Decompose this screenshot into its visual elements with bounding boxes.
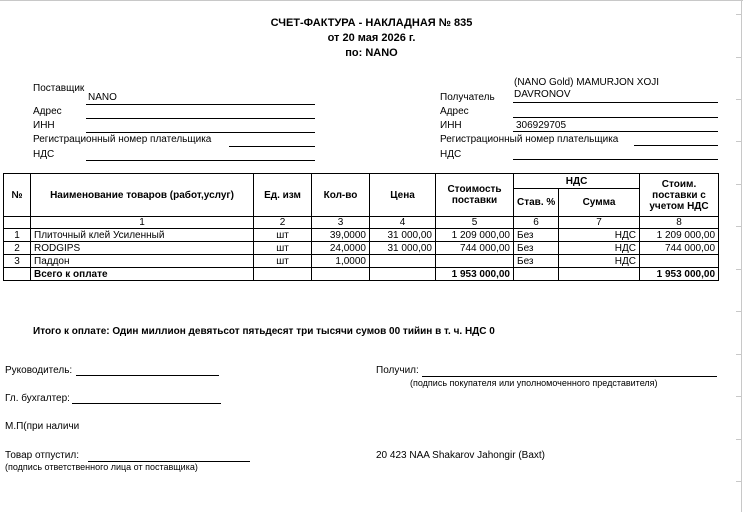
released-label: Товар отпустил:: [5, 450, 79, 461]
row-tick: [736, 14, 741, 15]
accountant-signature-line: [72, 403, 221, 404]
supplier-inn-line: [86, 132, 315, 133]
header-qty: Кол-во: [312, 174, 370, 217]
row-vat-sum: НДС: [559, 255, 640, 268]
stamp-label: М.П(при наличи: [5, 421, 80, 432]
header-cost: Стоимость поставки: [436, 174, 514, 217]
row-total: [640, 255, 719, 268]
row-tick: [736, 439, 741, 440]
supplier-inn-label: ИНН: [33, 120, 55, 131]
row-vat-rate: Без: [514, 229, 559, 242]
header-price: Цена: [370, 174, 436, 217]
recipient-name-line2: DAVRONOV: [514, 89, 571, 100]
total-cost: 1 953 000,00: [436, 268, 514, 281]
row-tick: [736, 481, 741, 482]
recipient-label: Получатель: [440, 92, 495, 103]
row-unit: шт: [254, 229, 312, 242]
col-number: 3: [312, 217, 370, 229]
row-qty: 39,0000: [312, 229, 370, 242]
row-vat-sum: НДС: [559, 229, 640, 242]
header-name: Наименование товаров (работ,услуг): [31, 174, 254, 217]
row-unit: шт: [254, 255, 312, 268]
header-total: Стоим. поставки с учетом НДС: [640, 174, 719, 217]
row-total: 744 000,00: [640, 242, 719, 255]
row-tick: [736, 354, 741, 355]
col-number: 8: [640, 217, 719, 229]
header-vat-rate: Став. %: [514, 189, 559, 217]
sheet-right-edge: [741, 0, 742, 512]
director-signature-line: [76, 375, 219, 376]
recipient-name-line: [513, 102, 718, 103]
invoice-title: СЧЕТ-ФАКТУРА - НАКЛАДНАЯ № 835: [270, 17, 473, 29]
total-label: Всего к оплате: [31, 268, 254, 281]
received-label: Получил:: [376, 365, 419, 376]
row-tick: [736, 184, 741, 185]
recipient-reg-line: [634, 145, 718, 146]
supplier-reg-label: Регистрационный номер плательщика: [33, 134, 212, 145]
row-num: 1: [4, 229, 31, 242]
row-unit: шт: [254, 242, 312, 255]
col-number: 6: [514, 217, 559, 229]
header-vat-sum: Сумма: [559, 189, 640, 217]
header-vat: НДС: [514, 174, 640, 189]
row-cost: 744 000,00: [436, 242, 514, 255]
col-number: 2: [254, 217, 312, 229]
row-qty: 1,0000: [312, 255, 370, 268]
row-name: RODGIPS: [31, 242, 254, 255]
recipient-reg-label: Регистрационный номер плательщика: [440, 134, 619, 145]
row-tick: [736, 269, 741, 270]
recipient-address-label: Адрес: [440, 106, 469, 117]
recipient-name-line1: (NANO Gold) MAMURJON XOJI: [514, 77, 660, 88]
col-number: 1: [31, 217, 254, 229]
driver-info: 20 423 NAA Shakarov Jahongir (Baxt): [376, 450, 545, 461]
supplier-label: Поставщик: [33, 83, 85, 94]
col-number: 7: [559, 217, 640, 229]
row-vat-rate: Без: [514, 255, 559, 268]
recipient-vat-label: НДС: [440, 149, 462, 160]
row-name: Плиточный клей Усиленный: [31, 229, 254, 242]
goods-table: [3, 173, 719, 281]
amount-in-words: Итого к оплате: Один миллион девятьсот пятьдесят три тысячи сумов 00 тийин в т. ч. НДС 0: [33, 326, 495, 337]
row-name: Паддон: [31, 255, 254, 268]
director-label: Руководитель:: [5, 365, 73, 376]
total-with-vat: 1 953 000,00: [640, 268, 719, 281]
header-unit: Ед. изм: [254, 174, 312, 217]
supplier-reg-line: [229, 146, 315, 147]
recipient-inn-label: ИНН: [440, 120, 462, 131]
row-tick: [736, 141, 741, 142]
row-price: [370, 255, 436, 268]
accountant-label: Гл. бухгалтер:: [5, 393, 70, 404]
row-cost: 1 209 000,00: [436, 229, 514, 242]
received-note: (подпись покупателя или уполномоченного представителя): [410, 378, 658, 388]
column-number-row: [4, 217, 719, 229]
row-tick: [736, 99, 741, 100]
supplier-vat-label: НДС: [33, 149, 55, 160]
row-num: 3: [4, 255, 31, 268]
row-tick: [736, 226, 741, 227]
table-header-row: [4, 174, 719, 189]
row-num: 2: [4, 242, 31, 255]
invoice-contract: по: NANO: [345, 47, 398, 59]
supplier-address-line: [86, 118, 315, 119]
header-num: №: [4, 174, 31, 217]
row-vat-sum: НДС: [559, 242, 640, 255]
received-signature-line: [422, 376, 717, 377]
supplier-name-line: [86, 104, 315, 105]
recipient-address-line: [513, 117, 718, 118]
row-tick: [736, 311, 741, 312]
row-tick: [736, 396, 741, 397]
row-cost: [436, 255, 514, 268]
recipient-vat-line: [513, 159, 718, 160]
row-vat-rate: Без: [514, 242, 559, 255]
row-price: 31 000,00: [370, 229, 436, 242]
supplier-address-label: Адрес: [33, 106, 62, 117]
invoice-date: от 20 мая 2026 г.: [327, 32, 416, 44]
recipient-inn-value: 306929705: [516, 120, 567, 131]
released-note: (подпись ответственного лица от поставщика): [5, 462, 198, 472]
sheet-top-edge: [0, 0, 743, 1]
row-qty: 24,0000: [312, 242, 370, 255]
table-row: [4, 242, 719, 255]
supplier-name: NANO: [88, 92, 117, 103]
row-total: 1 209 000,00: [640, 229, 719, 242]
col-number: 4: [370, 217, 436, 229]
col-number: 5: [436, 217, 514, 229]
table-row: [4, 255, 719, 268]
supplier-vat-line: [86, 160, 315, 161]
table-row: [4, 229, 719, 242]
recipient-inn-line: [513, 131, 718, 132]
table-total-row: [4, 268, 719, 281]
row-price: 31 000,00: [370, 242, 436, 255]
